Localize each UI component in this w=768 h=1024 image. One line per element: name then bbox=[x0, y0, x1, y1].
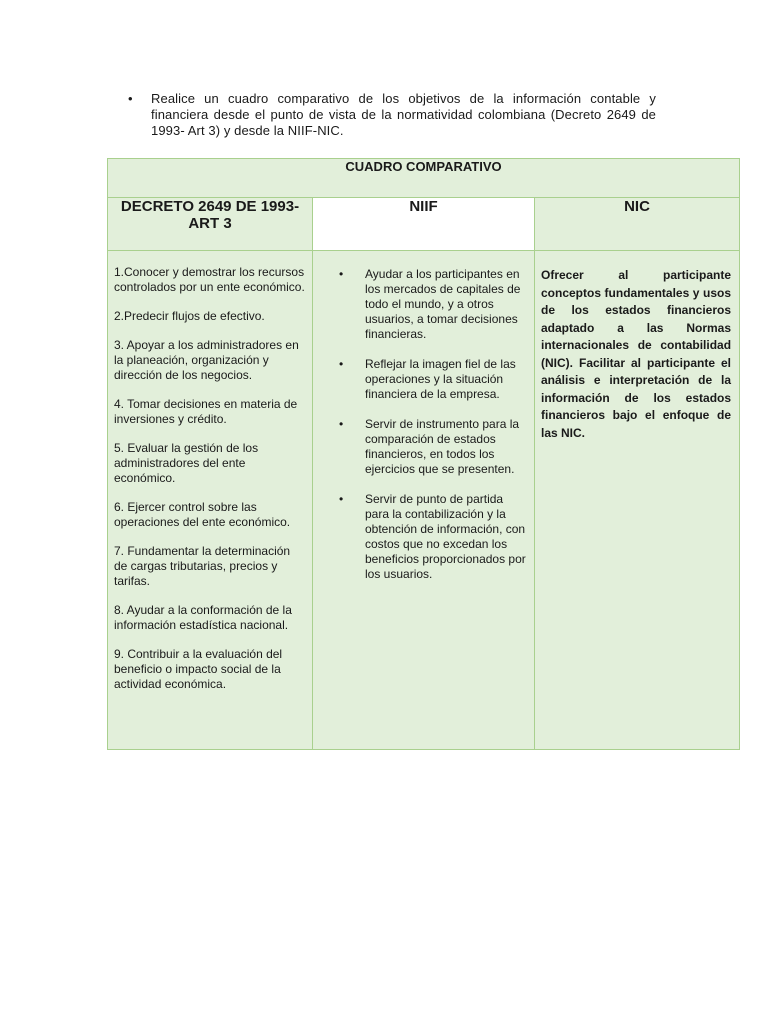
niif-item-text: Servir de punto de partida para la contabilización y la obtención de información, con costos que no excedan los beneficios proporcionados por los usuarios. bbox=[365, 492, 526, 581]
decreto-item: 7. Fundamentar la determinación de cargas tributarias, precios y tarifas. bbox=[114, 544, 291, 588]
decreto-item: 9. Contribuir a la evaluación del beneficio o impacto social de la actividad económica. bbox=[114, 647, 283, 691]
decreto-cell bbox=[108, 251, 313, 750]
bullet-icon: • bbox=[339, 357, 344, 371]
niif-cell bbox=[313, 251, 535, 750]
decreto-item: 6. Ejercer control sobre las operaciones del ente económico. bbox=[114, 500, 291, 529]
decreto-item: 4. Tomar decisiones en materia de inversiones y crédito. bbox=[114, 397, 298, 426]
decreto-item: 5. Evaluar la gestión de los administradores del ente económico. bbox=[114, 441, 259, 485]
bullet-icon: • bbox=[128, 91, 133, 106]
table-header-row bbox=[108, 198, 740, 251]
comparison-table bbox=[107, 158, 740, 750]
decreto-item: 3. Apoyar a los administradores en la planeación, organización y dirección de los negocios. bbox=[114, 338, 299, 382]
niif-item-text: Reflejar la imagen fiel de las operaciones y la situación financiera de la empresa. bbox=[365, 357, 516, 401]
decreto-item: 8. Ayudar a la conformación de la información estadística nacional. bbox=[114, 603, 292, 632]
niif-item-text: Servir de instrumento para la comparación de estados financieros, en todos los ejercicios que se presenten. bbox=[365, 417, 520, 476]
table-body-row bbox=[108, 251, 740, 750]
instruction-text: Realice un cuadro comparativo de los objetivos de la información contable y financiera desde el punto de vista de la normatividad colombiana (Decreto 2649 de 1993- Art 3) y desde la NIIF-NIC. bbox=[151, 91, 656, 138]
niif-list bbox=[339, 267, 528, 582]
niif-item-text: Ayudar a los participantes en los mercados de capitales de todo el mundo, y a otros usuarios, a tomar decisiones financieras. bbox=[365, 267, 521, 341]
nic-cell bbox=[535, 251, 740, 750]
niif-item bbox=[339, 267, 528, 342]
niif-item bbox=[339, 357, 528, 402]
decreto-item: 2.Predecir flujos de efectivo. bbox=[114, 309, 265, 323]
header-decreto: DECRETO 2649 DE 1993- ART 3 bbox=[108, 198, 313, 251]
niif-item bbox=[339, 417, 528, 477]
table-title-row bbox=[108, 159, 740, 198]
nic-text: Ofrecer al participante conceptos fundamentales y usos de los estados financieros adaptado a las Normas internacionales de contabilidad (NIC). Facilitar al participante el análisis e interpretación de la información de los estados financieros bajo el enfoque de las NIC. bbox=[541, 268, 732, 440]
table-title: CUADRO COMPARATIVO bbox=[108, 159, 740, 198]
bullet-icon: • bbox=[339, 267, 344, 281]
header-niif: NIIF bbox=[313, 198, 535, 251]
header-nic: NIC bbox=[535, 198, 740, 251]
bullet-icon: • bbox=[339, 417, 344, 431]
instruction-bullet bbox=[128, 91, 656, 139]
bullet-icon: • bbox=[339, 492, 344, 506]
decreto-item: 1.Conocer y demostrar los recursos controlados por un ente económico. bbox=[114, 265, 305, 294]
niif-item bbox=[339, 492, 528, 582]
